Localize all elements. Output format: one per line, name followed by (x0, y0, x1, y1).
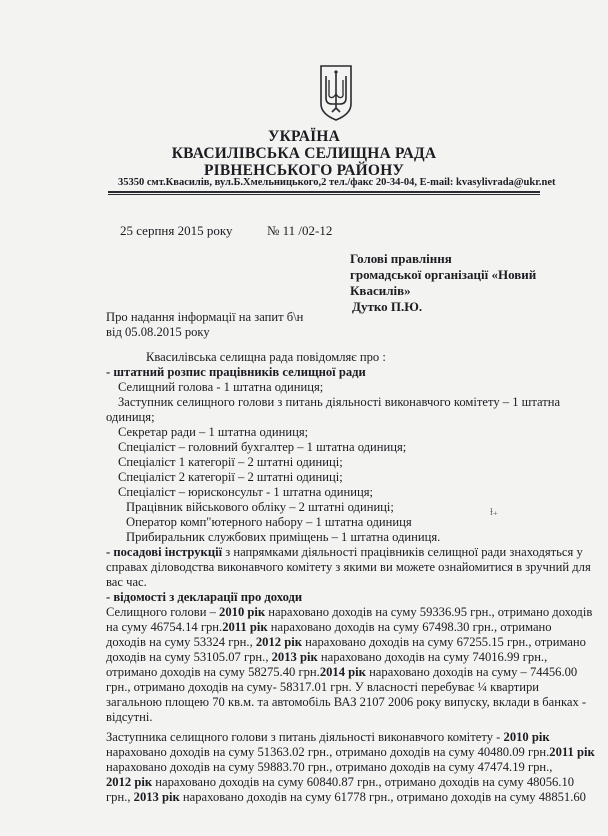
year-label: 2010 рік (219, 605, 266, 619)
addressee-line-2: громадської організації «Новий (350, 267, 537, 282)
deputy-income-line: Заступника селищного голови з питань діяльності виконавчого комітету - 2010 рік (106, 730, 550, 744)
head-income-line: загальною площею 70 кв.м. та автомобіль ВАЗ 2107 2006 року випуску, вклади в банках - (106, 695, 587, 709)
year-label: 2013 рік (133, 790, 180, 804)
declaration-section-title: - відомості з декларації про доходи (106, 590, 303, 604)
staff-line: Секретар ради – 1 штатна одиниця; (118, 425, 309, 439)
head-income-line: відсутні. (106, 710, 153, 724)
staff-line: Селищний голова - 1 штатна одиниця; (118, 380, 324, 394)
header-divider (108, 191, 540, 193)
trident-emblem-icon (318, 64, 354, 122)
header-contacts: 35350 смт.Квасилів, вул.Б.Хмельницького,2 тел./факс 20-34-04, E-mail: kvasylivrada@ukr.net (118, 177, 556, 188)
letter-date: 25 серпня 2015 року (120, 223, 233, 238)
addressee-line-3: Квасилів» (350, 283, 411, 298)
body-intro: Квасилівська селищна рада повідомляє про : (146, 350, 386, 364)
head-income-line: грн., отримано доходів на суму- 58317.01 грн. У власності перебуває ¼ квартири (106, 680, 540, 694)
staff-line: Спеціаліст 2 категорії – 2 штатні одиниці; (118, 470, 343, 484)
year-label: 2011 рік (222, 620, 268, 634)
staff-line: Спеціаліст 1 категорії – 2 штатні одиниці; (118, 455, 343, 469)
staff-line: Спеціаліст – юрисконсульт - 1 штатна одиниця; (118, 485, 374, 499)
head-income-line: Селищного голови – 2010 рік нараховано доходів на суму 59336.95 грн., отримано доходів (106, 605, 593, 619)
staff-line: Оператор комп"ютерного набору – 1 штатна одиниця (126, 515, 412, 529)
deputy-income-line: нараховано доходів на суму 59883.70 грн., отримано доходів на суму 47474.19 грн., (106, 760, 553, 774)
staff-section-title: - штатний розпис працівників селищної ради (106, 365, 366, 379)
instructions-line: справах діловодства виконавчого комітету з якими ви можете ознайомитися в зручний для (106, 560, 591, 574)
staff-line: Заступник селищного голови з питань діяльності виконавчого комітету – 1 штатна (118, 395, 561, 409)
year-label: 2013 рік (271, 650, 318, 664)
year-label: 2014 рік (319, 665, 366, 679)
head-income-line: на суму 46754.14 грн.2011 рік нараховано доходів на суму 67498.30 грн., отримано (106, 620, 552, 634)
instructions-line (106, 545, 583, 560)
letter-number: № 11 /02-12 (267, 223, 333, 238)
instructions-bold: - посадові інструкції (106, 545, 223, 559)
staff-line: Прибиральник службових приміщень – 1 штатна одиниця. (126, 530, 441, 544)
scan-mark: ɫ₊ (490, 507, 499, 518)
head-income-line: доходів на суму 53324 грн., 2012 рік нараховано доходів на суму 67255.15 грн., отримано (106, 635, 586, 649)
instructions-text: з напрямками діяльності працівників селищної ради знаходяться у (222, 545, 583, 559)
deputy-income-line: грн., 2013 рік нараховано доходів на суму 61778 грн., отримано доходів на суму 48851.60 (106, 790, 586, 804)
staff-line: одиниця; (106, 410, 155, 424)
year-label: 2011 рік (549, 745, 595, 759)
staff-line: Спеціаліст – головний бухгалтер – 1 штатна одиниця; (118, 440, 407, 454)
header-country: УКРАЇНА (268, 128, 340, 145)
subject-line-2: від 05.08.2015 року (106, 325, 210, 339)
deputy-income-line: нараховано доходів на суму 51363.02 грн., отримано доходів на суму 40480.09 грн.2011 рік (106, 745, 595, 759)
header-council: КВАСИЛІВСЬКА СЕЛИЩНА РАДА (171, 145, 437, 162)
instructions-line: вас час. (106, 575, 147, 589)
head-income-line: отримано доходів на суму 58275.40 грн.2014 рік нараховано доходів на суму – 74456.00 (106, 665, 578, 679)
addressee-line-1: Голові правління (350, 251, 452, 266)
year-label: 2012 рік (106, 775, 153, 789)
header-district: РІВНЕНСЬКОГО РАЙОНУ (203, 162, 405, 179)
addressee-line-4: Дутко П.Ю. (352, 299, 423, 314)
head-income-line: доходів на суму 53105.07 грн., 2013 рік нараховано доходів на суму 74016.99 грн., (106, 650, 548, 664)
year-label: 2012 рік (255, 635, 302, 649)
header-divider-thin (108, 194, 540, 195)
subject-line-1: Про надання інформації на запит б\н (106, 310, 304, 324)
staff-line: Працівник військового обліку – 2 штатні одиниці; (126, 500, 394, 514)
deputy-income-line: 2012 рік нараховано доходів на суму 60840.87 грн., отримано доходів на суму 48056.10 (106, 775, 575, 789)
year-label: 2010 рік (503, 730, 550, 744)
